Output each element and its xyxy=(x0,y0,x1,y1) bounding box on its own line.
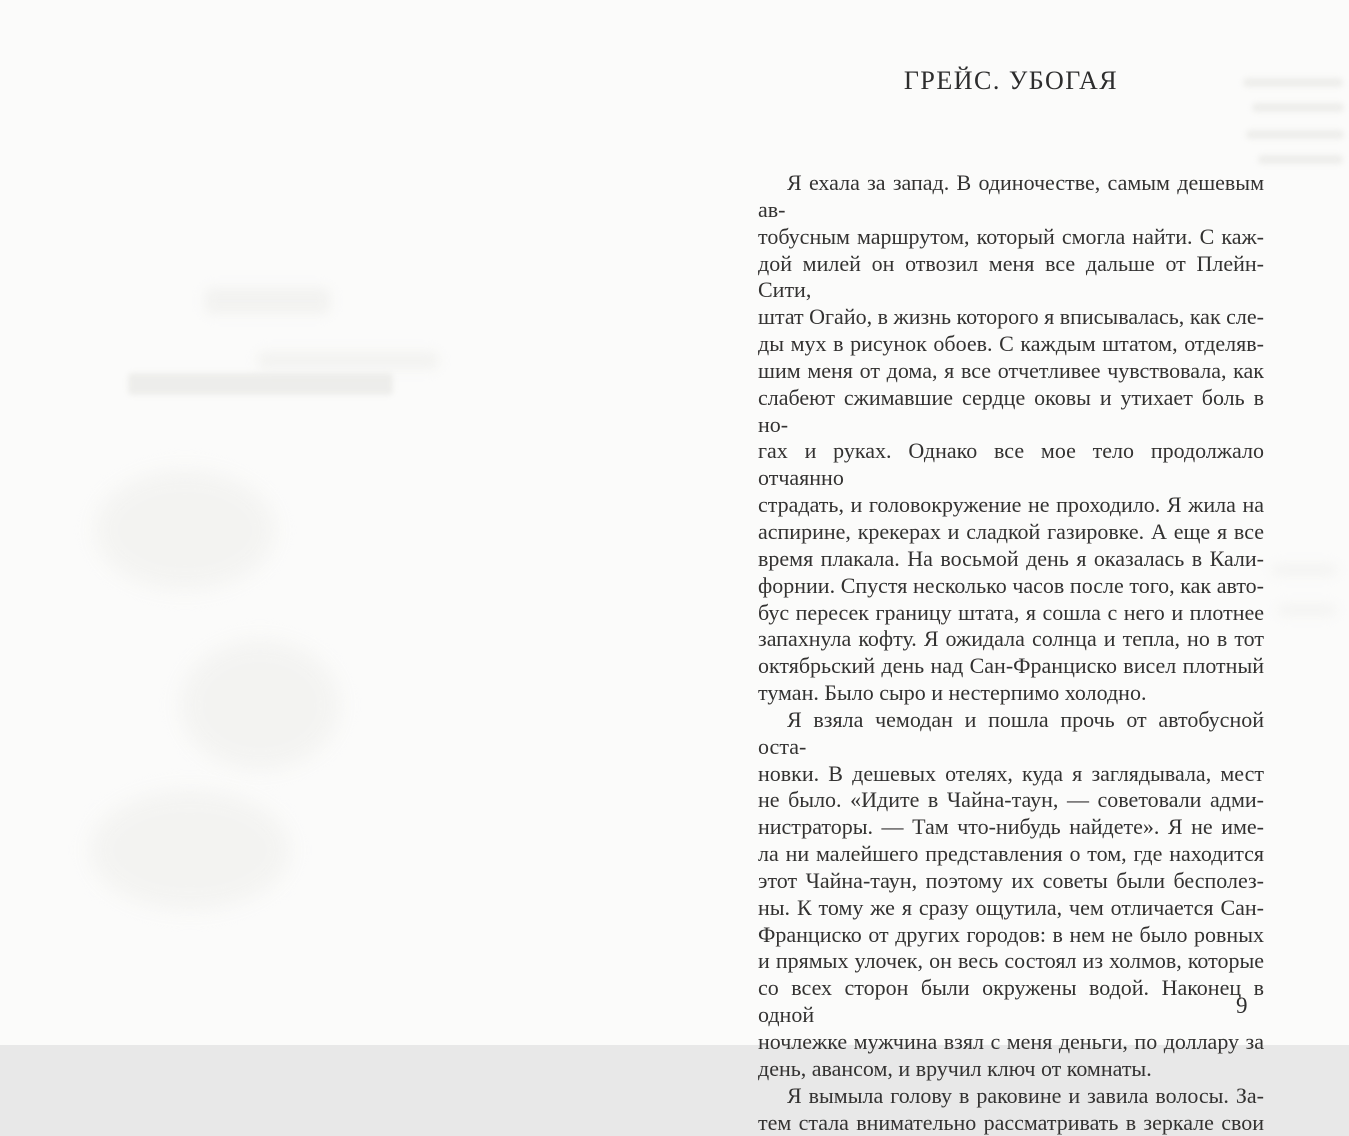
show-through-smudge xyxy=(1246,130,1344,139)
paragraph xyxy=(758,1083,1264,1136)
paragraph xyxy=(758,707,1264,1083)
text-line: страдать, и головокружение не проходило. Я жила на xyxy=(758,492,1264,518)
text-line: и прямых улочек, он весь состоял из холмов, которые xyxy=(758,948,1264,974)
paragraph xyxy=(758,170,1264,707)
text-line: день, авансом, и вручил ключ от комнаты. xyxy=(758,1055,1152,1081)
show-through-smudge xyxy=(205,288,330,314)
text-line: ны. К тому же я сразу ощутила, чем отличается Сан- xyxy=(758,894,1264,920)
text-line: ла ни малейшего представления о том, где находится xyxy=(758,841,1264,867)
text-line: Я взяла чемодан и пошла прочь от автобусной оста- xyxy=(758,706,1264,759)
text-line: дой милей он отвозил меня все дальше от Плейн-Сити, xyxy=(758,250,1264,303)
page-number: 9 xyxy=(1236,993,1248,1018)
text-line: нистраторы. — Там что-нибудь найдете». Я не име- xyxy=(758,814,1264,840)
show-through-smudge xyxy=(1272,565,1337,575)
show-through-smudge xyxy=(1278,605,1336,615)
show-through-smudge xyxy=(1258,155,1343,164)
text-line: не было. «Идите в Чайна-таун, — советовали адми- xyxy=(758,787,1264,813)
text-line: гах и руках. Однако все мое тело продолжало отчаянно xyxy=(758,438,1264,491)
chapter-title: ГРЕЙС. УБОГАЯ xyxy=(903,66,1119,95)
text-line: октябрьский день над Сан-Франциско висел плотный xyxy=(758,653,1264,679)
text-line: ды мух в рисунок обоев. С каждым штатом, отделяв- xyxy=(758,331,1264,357)
text-line: тобусным маршрутом, который смогла найти. С каж- xyxy=(758,223,1264,249)
text-line: бус пересек границу штата, я сошла с него и плотнее xyxy=(758,599,1264,625)
show-through-floral xyxy=(90,790,290,910)
text-line: аспирине, крекерах и сладкой газировке. А еще я все xyxy=(758,518,1264,544)
text-line: штат Огайо, в жизнь которого я вписывалась, как сле- xyxy=(758,304,1264,330)
show-through-floral xyxy=(95,470,275,590)
text-line: туман. Было сыро и нестерпимо холодно. xyxy=(758,680,1147,706)
text-line: форнии. Спустя несколько часов после того, как авто- xyxy=(758,572,1264,598)
text-line: слабеют сжимавшие сердце оковы и утихает боль в но- xyxy=(758,384,1264,437)
text-line: время плакала. На восьмой день я оказалась в Кали- xyxy=(758,545,1264,571)
text-line: Франциско от других городов: в нем не было ровных xyxy=(758,921,1264,947)
show-through-smudge xyxy=(258,352,438,369)
text-line: тем стала внимательно рассматривать в зеркале свои xyxy=(758,1109,1264,1135)
text-line: ночлежке мужчина взял с меня деньги, по доллару за xyxy=(758,1029,1264,1054)
show-through-smudge xyxy=(128,373,393,395)
body-text xyxy=(758,170,1264,1136)
show-through-smudge xyxy=(1252,103,1344,112)
text-line: Я вымыла голову в раковине и завила волосы. За- xyxy=(787,1082,1264,1108)
text-line: новки. В дешевых отелях, куда я заглядывала, мест xyxy=(758,760,1264,786)
text-line: этот Чайна-таун, поэтому их советы были бесполез- xyxy=(758,867,1264,893)
show-through-floral xyxy=(180,640,340,770)
text-line: Я ехала за запад. В одиночестве, самым дешевым ав- xyxy=(758,170,1264,222)
text-line: со всех сторон были окружены водой. Наконец в одной xyxy=(758,975,1264,1028)
text-line: шим меня от дома, я все отчетливее чувствовала, как xyxy=(758,357,1264,383)
text-line: запахнула кофту. Я ожидала солнца и тепла, но в тот xyxy=(758,626,1264,652)
